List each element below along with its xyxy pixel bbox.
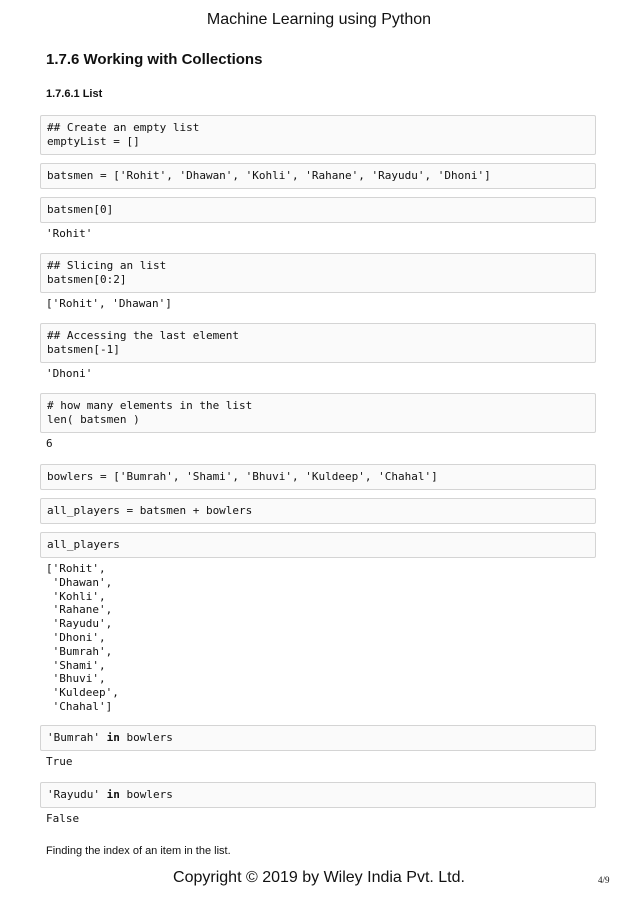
code-line: ## Accessing the last element [47,329,240,342]
section-title: 1.7.6 Working with Collections [46,51,263,68]
output-bumrah-in-bowlers: True [46,755,73,768]
code-cell-list-length [40,393,596,433]
code-cell-batsmen-list [40,163,596,189]
page-number: 4/9 [598,875,610,885]
code-identifier: bowlers [119,731,173,744]
code-line: bowlers = ['Bumrah', 'Shami', 'Bhuvi', 'Kuldeep', 'Chahal'] [47,470,438,483]
output-batsmen-index: 'Rohit' [46,227,93,240]
code-identifier: bowlers [119,788,173,801]
code-keyword: in [106,788,120,801]
code-line: all_players = batsmen + bowlers [47,504,253,517]
output-last-element: 'Dhoni' [46,367,93,380]
output-list-length: 6 [46,437,53,450]
code-line: batsmen = ['Rohit', 'Dhawan', 'Kohli', 'Rahane', 'Rayudu', 'Dhoni'] [47,169,491,182]
subsection-title: 1.7.6.1 List [46,88,103,100]
code-cell-slicing [40,253,596,293]
code-cell-bowlers-list [40,464,596,490]
code-line: ## Create an empty list [47,121,200,134]
code-line: batsmen[-1] [47,343,120,356]
output-all-players: ['Rohit', 'Dhawan', 'Kohli', 'Rahane', 'Rayudu', 'Dhoni', 'Bumrah', 'Shami', 'Bhuvi', 'Kuldeep', 'Chahal'] [46,562,119,713]
code-line: # how many elements in the list [47,399,253,412]
code-cell-bumrah-in-bowlers [40,725,596,751]
code-line: batsmen[0:2] [47,273,127,286]
code-string: 'Rayudu' [47,788,107,801]
code-line: len( batsmen ) [47,413,140,426]
page-header-title: Machine Learning using Python [206,11,432,28]
code-cell-rayudu-in-bowlers [40,782,596,808]
code-cell-create-empty-list [40,115,596,155]
output-slicing: ['Rohit', 'Dhawan'] [46,297,172,310]
code-cell-all-players [40,532,596,558]
body-paragraph: Finding the index of an item in the list. [46,845,231,857]
code-line: batsmen[0] [47,203,114,216]
code-cell-batsmen-index [40,197,596,223]
code-line: ## Slicing an list [47,259,167,272]
code-string: 'Bumrah' [47,731,107,744]
code-line: emptyList = [] [47,135,140,148]
code-cell-last-element [40,323,596,363]
code-cell-all-players-concat [40,498,596,524]
code-keyword: in [106,731,120,744]
page-footer-copyright: Copyright © 2019 by Wiley India Pvt. Ltd. [173,869,465,886]
output-rayudu-in-bowlers: False [46,812,80,825]
code-line: all_players [47,538,120,551]
